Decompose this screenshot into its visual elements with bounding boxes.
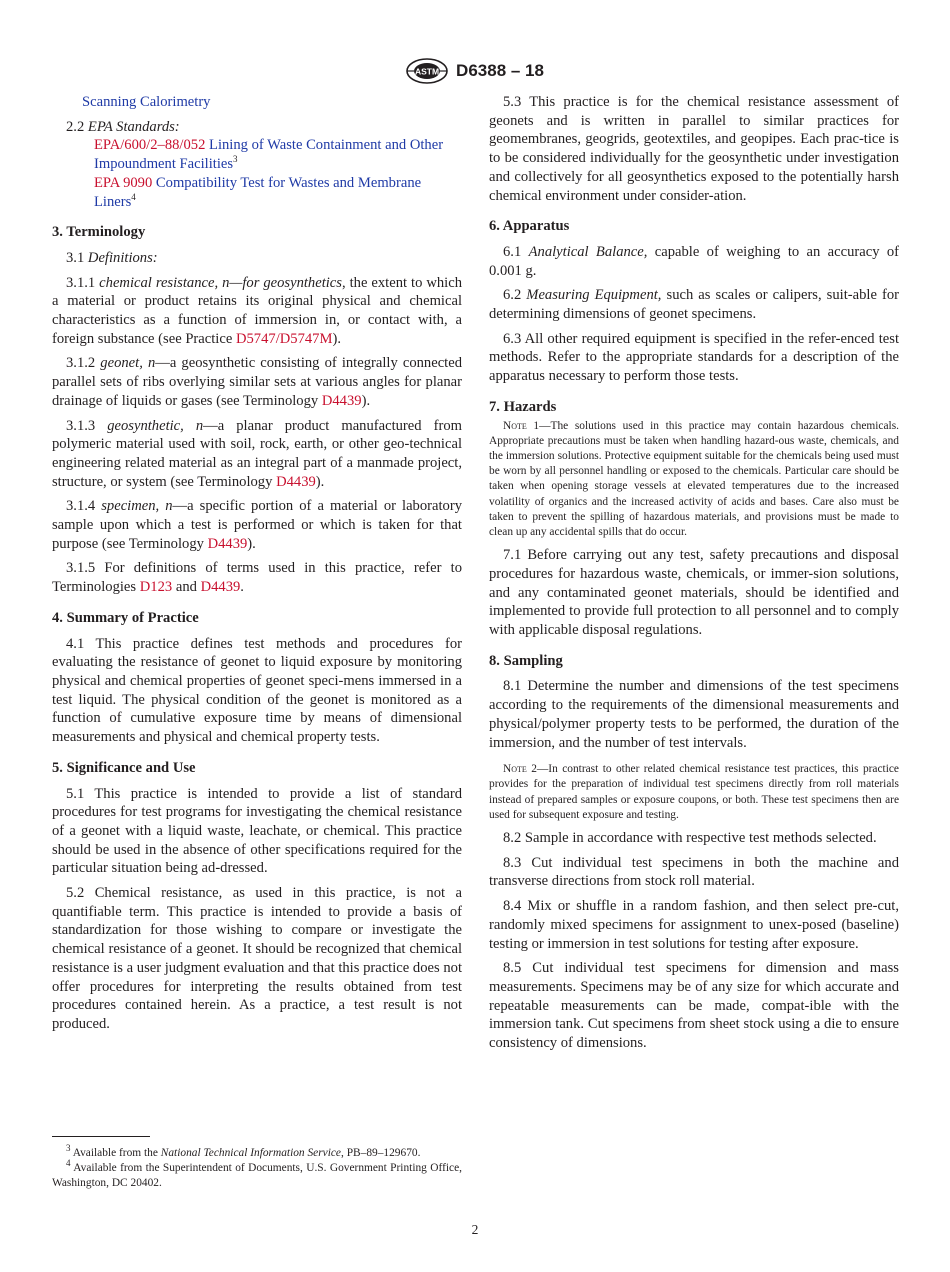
astm-logo-icon — [406, 58, 448, 84]
section-3-1-1: 3.1.1 chemical resistance, n—for geosynthetics, the extent to which a material or product retains its original physical and chemical characteristics as a function of immersion in, or contact with, a foreign substance (see Practice D5747/D5747M). — [52, 274, 463, 347]
section-6-2: 6.2 Measuring Equipment, such as scales or calipers, suit-able for determining dimensions of geonet specimens. — [489, 287, 899, 323]
section-8-5: 8.5 Cut individual test specimens for dimension and mass measurements. Specimens may be of any size for which accurate and repeatable measurements can be made, compat-ible with the immersion tank. Cut specimens from sheet stock using a die to ensure consistency of dimensions. — [489, 960, 899, 1052]
section-7-1: 7.1 Before carrying out any test, safety precautions and disposal procedures for hazardous waste, chemicals, or immer-sion solutions, and any contaminated geonet materials, should be identified and implemented to provide full protection to all personnel and to comply with applicable disposal regulations. — [489, 547, 899, 638]
ref-link[interactable]: D4439 — [321, 392, 362, 409]
svg-text:ASTM: ASTM — [415, 66, 440, 77]
left-column — [52, 93, 462, 1040]
ref-link[interactable]: D123 — [139, 579, 173, 596]
footnote-3: $^3$ Available from the National Technical Information Service, PB–89–129670. — [66, 1143, 421, 1159]
section-8-1: 8.1 Determine the number and dimensions of the test specimens according to the requirements of the dimensional measurements and physical/polymer property tests to be performed, the duration of the immersion, and the number of test intervals. — [489, 678, 899, 751]
reference-epa-9090[interactable]: EPA 9090 Compatibility Test for Wastes and Membrane Liners$^4$ — [94, 174, 422, 210]
section-2-2: 2.2 EPA Standards: — [66, 118, 180, 135]
page-header — [0, 58, 950, 84]
ref-link[interactable]: D4439 — [207, 535, 248, 552]
section-8-3: 8.3 Cut individual test specimens in both the machine and transverse directions from stock roll material. — [489, 854, 899, 890]
section-3-1-4: 3.1.4 specimen, n—a specific portion of a material or laboratory sample upon which a test is performed or which is taken for that purpose (see Terminology D4439). — [52, 498, 462, 552]
heading-summary: 4. Summary of Practice — [52, 609, 199, 626]
ref-link[interactable]: D4439 — [200, 579, 241, 596]
section-8-2: 8.2 Sample in accordance with respective test methods selected. — [503, 830, 877, 847]
heading-apparatus: 6. Apparatus — [489, 218, 570, 235]
note-2: Note 2—In contrast to other related chemical resistance test practices, this practice provides for the preparation of individual test specimens directly from roll materials instead of prepared samples or exposure coupons, or both. These test specimens then are used for subsequent exposure and testing. — [489, 763, 899, 821]
heading-hazards: 7. Hazards — [489, 398, 557, 415]
section-6-1: 6.1 Analytical Balance, capable of weighing to an accuracy of 0.001 g. — [489, 243, 899, 279]
section-3-1: 3.1 Definitions: — [66, 249, 158, 266]
section-3-1-3: 3.1.3 geosynthetic, n—a planar product manufactured from polymeric material used with soil, rock, earth, or other geo-technical engineering related material as an integral part of a manmade project, structure, or system (see Terminology D4439). — [52, 417, 462, 490]
heading-terminology: 3. Terminology — [52, 224, 146, 241]
ref-link[interactable]: D5747/D5747M — [235, 330, 333, 347]
page-number: 2 — [471, 1222, 479, 1237]
section-4-1: 4.1 This practice defines test methods and procedures for evaluating the resistance of geonet to liquid exposure by monitoring physical and chemical properties of geonet speci-mens immersed in a test liquid. The physical condition of the geonet is monitored as a function of cumulative exposure time by means of dimensional measurements and physical and chemical property tests. — [52, 635, 462, 746]
note-1: Note 1—The solutions used in this practice may contain hazardous chemicals. Appropriate precautions must be taken when handling hazard-ous waste, chemicals, and the immersion solutions. Protective equipment suitable for the chemicals being used must be worn by all personnel handling or exposed to the chemicals. Particular care should be taken when opening storage vessels at elevated temperatures due to the increased volatility of organics and the increased activity of acids and bases. Care also must be taken to prevent the spilling of hazardous materials, and provisions must be made to clean up any accidental spills that do occur. — [489, 419, 899, 538]
section-6-3: 6.3 All other required equipment is specified in the refer-enced test methods. Refer to the appropriate standards for a description of the apparatus necessary to perform those tests. — [489, 330, 899, 385]
section-5-2: 5.2 Chemical resistance, as used in this practice, is not a quantifiable term. This practice is intended to provide a basis of standardization for those wishing to compare or investigate the chemical resistance of a geonet. It should be recognized that chemical resistance is a user judgment evaluation and that this practice does not offer procedures for interpreting the results obtained from test procedures contained herein. As a practice, a test result is not produced. — [52, 885, 462, 1032]
section-3-1-5: 3.1.5 For definitions of terms used in this practice, refer to Terminologies D123 and D4439. — [52, 560, 462, 596]
section-5-1: 5.1 This practice is intended to provide a list of standard procedures for test programs for investigating the chemical resistance of a geonet with a liquid waste, leachate, or chemical. This practice should be used in the absence of other specifications required for the particular situation being ad-dressed. — [52, 785, 462, 877]
reference-epa-600[interactable]: EPA/600/2–88/052 Lining of Waste Containment and Other Impoundment Facilities$^3$ — [94, 137, 444, 173]
heading-significance: 5. Significance and Use — [52, 759, 196, 776]
footnote-divider — [52, 1136, 150, 1137]
right-column — [489, 93, 899, 1059]
ref-link[interactable]: D4439 — [276, 473, 316, 490]
heading-sampling: 8. Sampling — [489, 652, 563, 669]
section-5-3: 5.3 This practice is for the chemical resistance assessment of geonets and is written in parallel to similar practices for geomembranes, geogrids, geotextiles, and geopipes. Each prac-tice is to be considered individually for the geosynthetic under investigation and collectively for all geosynthetics exposed to the potentially harsh chemical environment under consider-ation. — [489, 94, 899, 204]
footnotes — [52, 1143, 462, 1191]
document-designation: D6388 – 18 — [456, 61, 544, 80]
footnote-4: $^4$ Available from the Superintendent of Documents, U.S. Government Printing Office, Washington, DC 20402. — [52, 1158, 462, 1189]
section-8-4: 8.4 Mix or shuffle in a random fashion, and then select pre-cut, randomly mixed specimens for assignment to unex-posed (baseline) testing or immersion in test solutions for testing after exposure. — [489, 898, 899, 952]
section-3-1-2: 3.1.2 geonet, n—a geosynthetic consisting of integrally connected parallel sets of ribs overlying similar sets at various angles for planar drainage of liquids or gases (see Terminology D4439). — [52, 355, 462, 409]
reference-continuation[interactable]: Scanning Calorimetry — [82, 94, 211, 110]
